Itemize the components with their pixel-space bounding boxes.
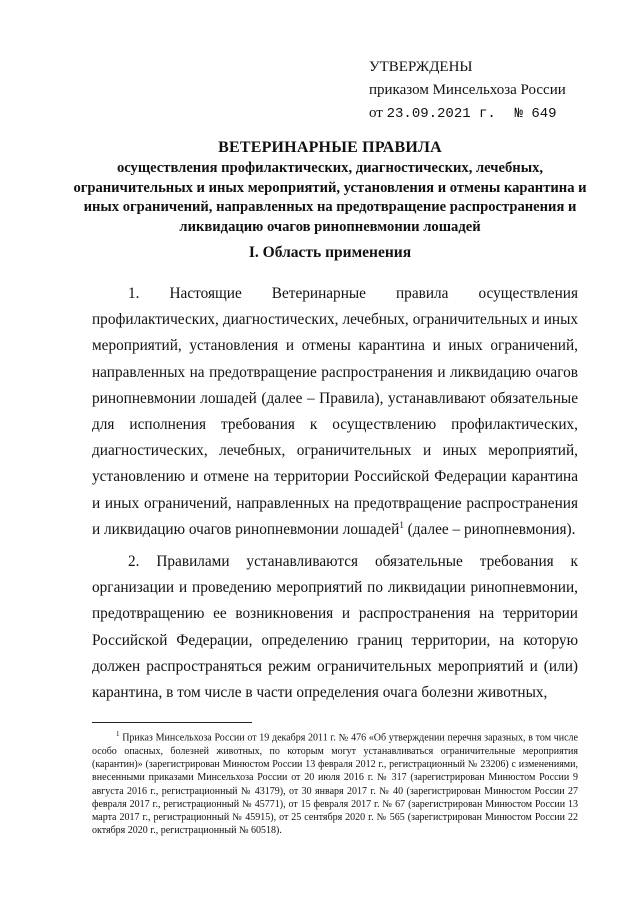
footnote-marker: 1 bbox=[116, 730, 120, 738]
approval-date-line bbox=[369, 102, 566, 126]
approval-date-prefix: от bbox=[369, 105, 383, 121]
document-body bbox=[92, 281, 578, 712]
footnote bbox=[92, 728, 578, 838]
approval-date: 23.09.2021 г. bbox=[386, 106, 496, 122]
paragraph-1 bbox=[92, 281, 578, 543]
footnote-text: Приказ Минсельхоза России от 19 декабря 2011 г. № 476 «Об утверждении перечня заразных, в том числе особо опасных, болезней животных, по которым могут устанавливаться ограничительные мероприятия (карантин)» (зарегистрирован Минюстом России 13 февраля 2012 г., регистрационный № 23206) с изменениями, внесенными приказами Минсельхоза России от 20 июля 2016 г. № 317 (зарегистрирован Минюстом России 9 августа 2016 г., регистрационный № 43179), от 30 января 2017 г. № 40 (зарегистрирован Минюстом России 27 февраля 2017 г., регистрационный № 45771), от 15 февраля 2017 г. № 67 (зарегистрирован Минюстом России 13 марта 2017 г., регистрационный № 45915), от 25 сентября 2020 г. № 565 (зарегистрирован Минюстом России 22 октября 2020 г., регистрационный № 60518). bbox=[92, 732, 578, 837]
paragraph-1-text: 1. Настоящие Ветеринарные правила осуществления профилактических, диагностических, лечебных, ограничительных и иных мероприятий, установления и отмены карантина и иных ограничений, направленных на предотвращение распространения и ликвидацию очагов ринопневмонии лошадей (далее – Правила), устанавливают обязательные для исполнения требования к осуществлению профилактических, диагностических, лечебных, ограничительных и иных мероприятий, установлению и отмене на территории Российской Федерации карантина и иных ограничений, направленных на предотвращение распространения и ликвидацию очагов ринопневмонии лошадей bbox=[92, 285, 578, 538]
title-subtitle: осуществления профилактических, диагностических, лечебных, ограничительных и иных мероприятий, установления и отмены карантина и иных ограничений, направленных на предотвращение распространения и ликвидацию очагов ринопневмонии лошадей bbox=[73, 160, 587, 235]
footnote-reference: 1 bbox=[399, 519, 404, 530]
document-title bbox=[70, 138, 590, 237]
approval-number: № 649 bbox=[514, 106, 557, 122]
paragraph-2: 2. Правилами устанавливаются обязательные требования к организации и проведению мероприятий по ликвидации ринопневмонии, предотвращению ее возникновения и распространения на территории Российской Федерации, определению границ территории, на которую должен распространяться режим ограничительных мероприятий и (или) карантина, в том числе в части определения очага болезни животных, bbox=[92, 553, 578, 702]
section-heading: I. Область применения bbox=[248, 244, 412, 261]
approval-status: УТВЕРЖДЕНЫ bbox=[369, 59, 473, 75]
footnote-divider bbox=[92, 722, 252, 723]
paragraph-1-tail: (далее – ринопневмония). bbox=[403, 520, 576, 538]
title-main: ВЕТЕРИНАРНЫЕ ПРАВИЛА bbox=[218, 139, 442, 156]
approval-stamp bbox=[369, 56, 566, 126]
approval-authority: приказом Минсельхоза России bbox=[369, 82, 566, 98]
